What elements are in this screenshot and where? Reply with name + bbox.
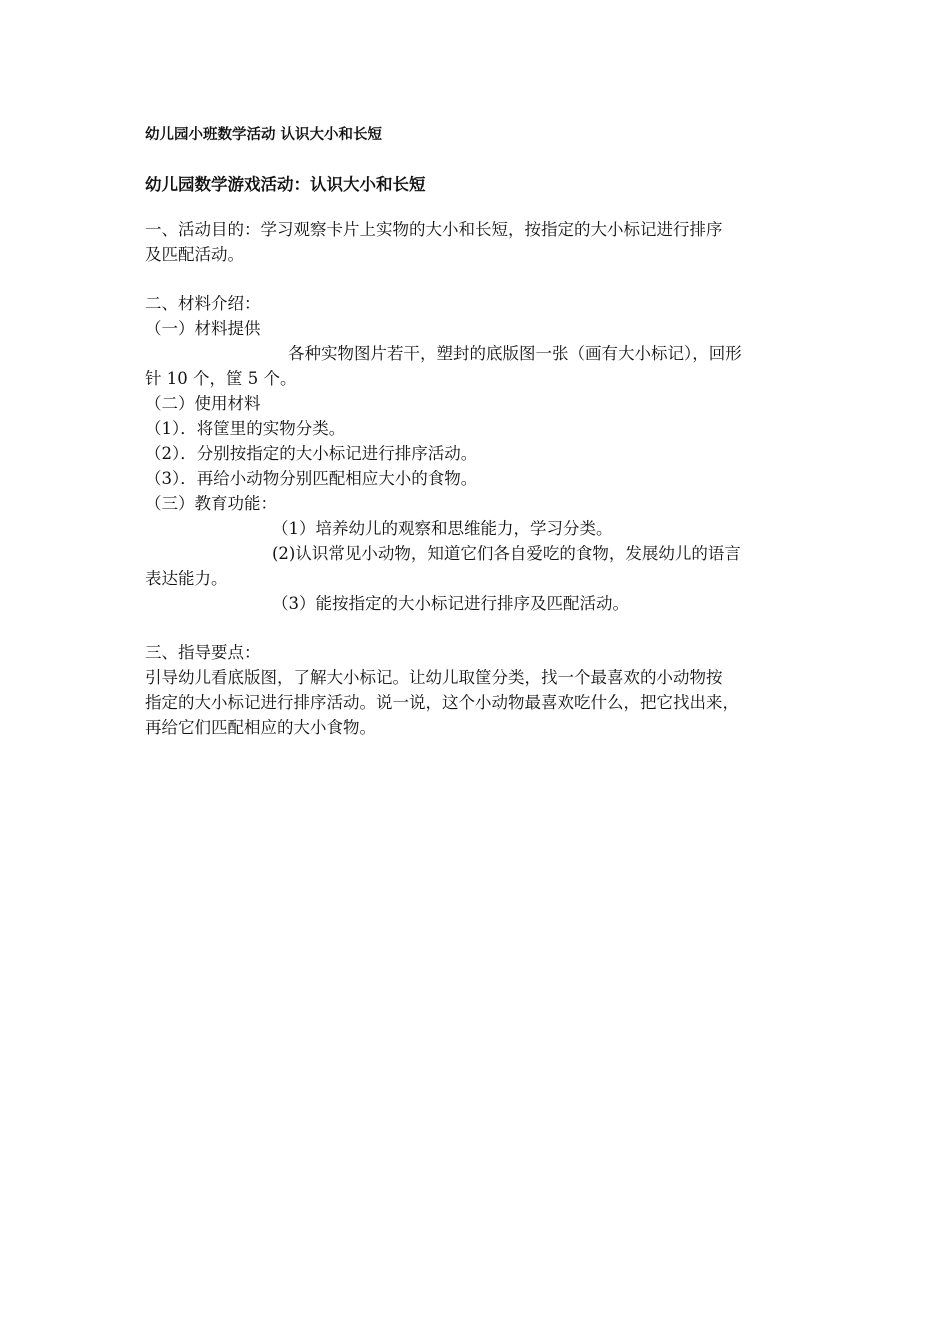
guidance-heading: 三、指导要点：	[145, 643, 261, 662]
document-title: 幼儿园小班数学活动 认识大小和长短	[145, 126, 383, 143]
materials-usage-heading: （二）使用材料	[145, 394, 261, 413]
materials-provided-heading: （一）材料提供	[145, 319, 261, 338]
materials-usage-item-2: （2）．分别按指定的大小标记进行排序活动。	[145, 444, 478, 463]
materials-heading: 二、材料介绍：	[145, 294, 261, 313]
objective-line-1: 一、活动目的：学习观察卡片上实物的大小和长短，按指定的大小标记进行排序	[145, 220, 723, 239]
education-function-item-1: （1）培养幼儿的观察和思维能力，学习分类。	[272, 519, 613, 538]
guidance-line-3: 再给它们匹配相应的大小食物。	[145, 718, 376, 737]
materials-usage-item-1: （1）．将筐里的实物分类。	[145, 419, 346, 438]
materials-usage-item-3: （3）．再给小动物分别匹配相应大小的食物。	[145, 469, 478, 488]
guidance-line-1: 引导幼儿看底版图，了解大小标记。让幼儿取筐分类，找一个最喜欢的小动物按	[145, 668, 723, 687]
document-heading: 幼儿园数学游戏活动：认识大小和长短	[145, 175, 426, 194]
guidance-line-2: 指定的大小标记进行排序活动。说一说，这个小动物最喜欢吃什么，把它找出来，	[145, 693, 739, 712]
education-function-item-3: （3）能按指定的大小标记进行排序及匹配活动。	[272, 594, 629, 613]
materials-provided-line-1: 各种实物图片若干，塑封的底版图一张（画有大小标记），回形	[288, 344, 742, 363]
materials-provided-line-2: 针 10 个，筐 5 个。	[145, 369, 297, 388]
education-function-item-2-line-2: 表达能力。	[145, 569, 228, 588]
education-function-heading: （三）教育功能：	[145, 494, 277, 513]
education-function-item-2-line-1: (2)认识常见小动物，知道它们各自爱吃的食物，发展幼儿的语言	[272, 544, 741, 563]
objective-line-2: 及匹配活动。	[145, 245, 244, 264]
